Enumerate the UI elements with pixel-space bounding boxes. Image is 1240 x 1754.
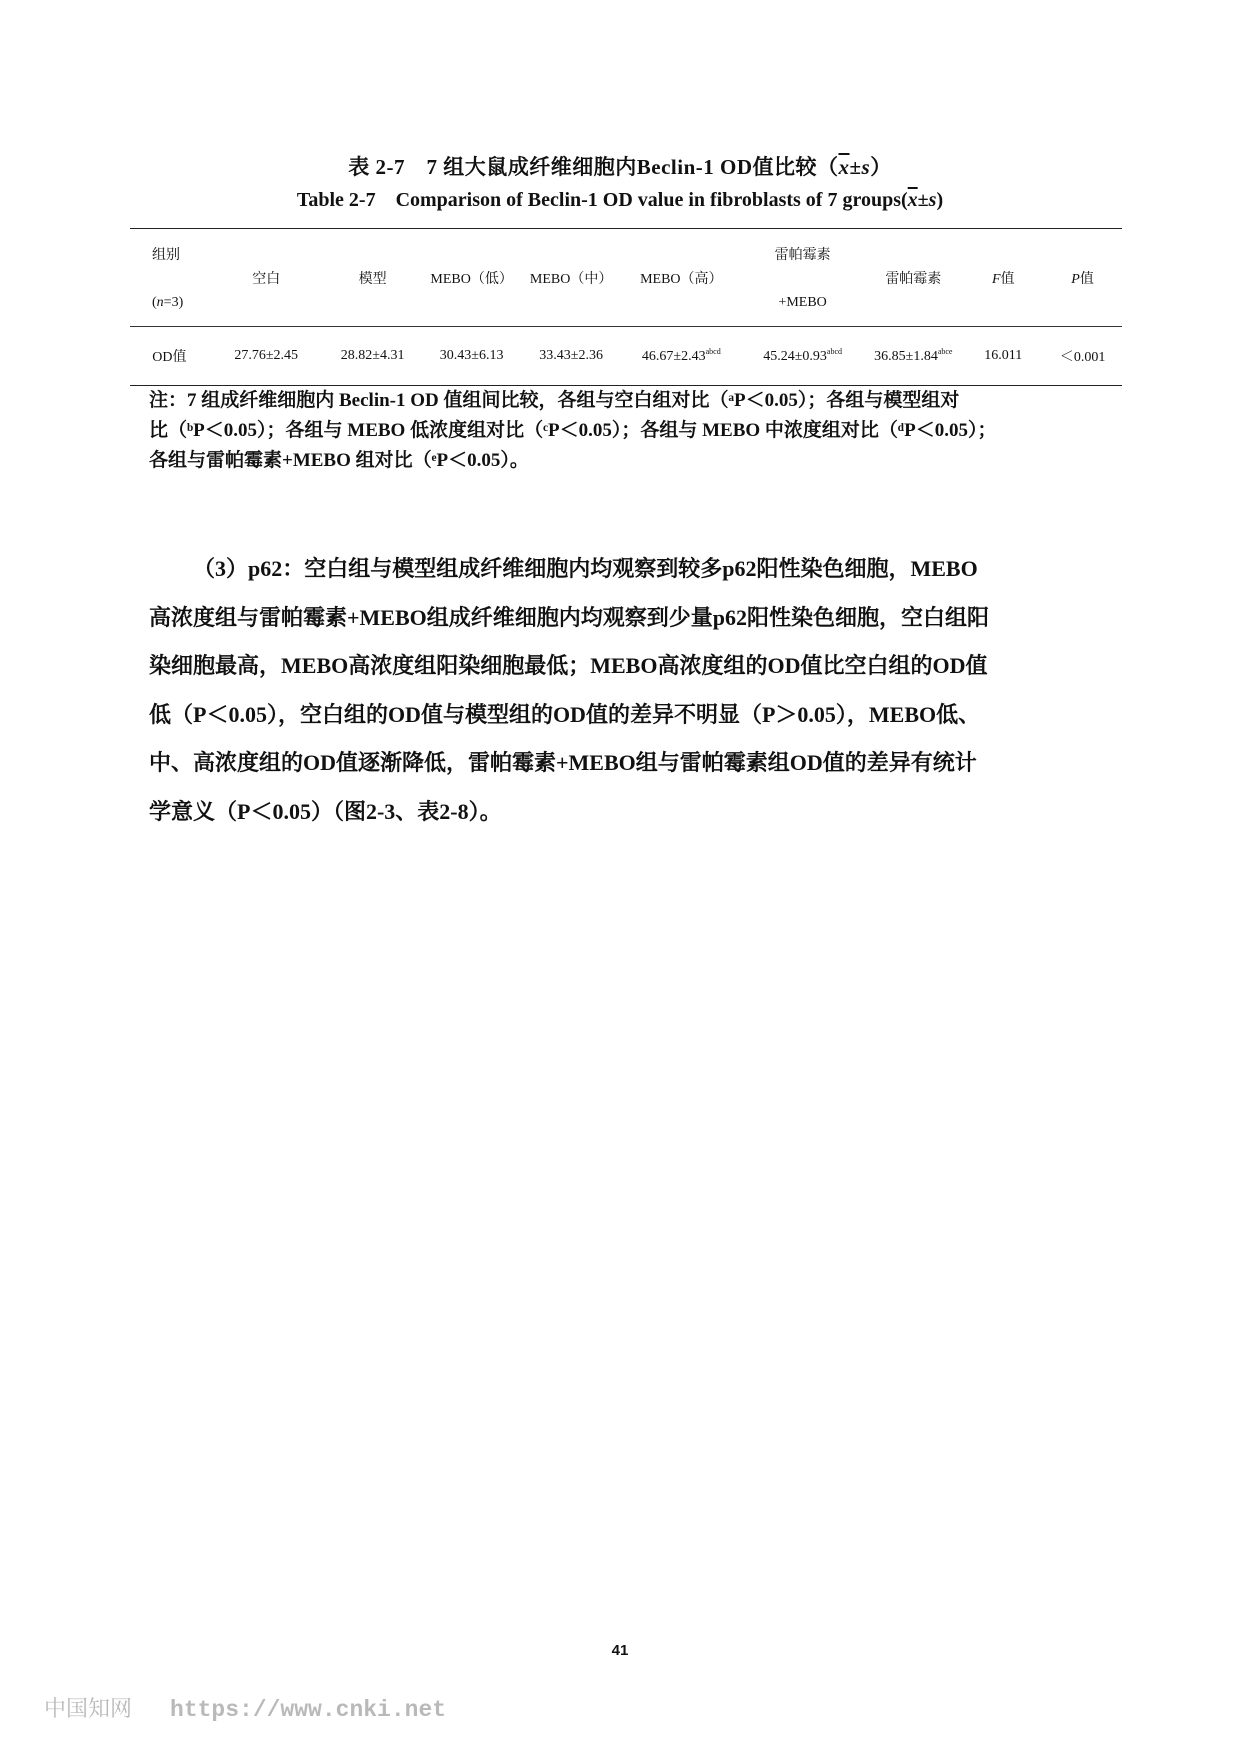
cell-p-value: ＜0.001 bbox=[1043, 327, 1122, 386]
watermark-brand: 中国知网 bbox=[44, 1697, 133, 1722]
header-model: 模型 bbox=[324, 229, 422, 327]
cell-blank: 27.76±2.45 bbox=[209, 327, 324, 386]
paragraph-line-6: 学意义（P＜0.05）（图2-3、表2-8）。 bbox=[149, 798, 502, 824]
cell-mebo-mid: 33.43±2.36 bbox=[522, 327, 621, 386]
table-note bbox=[149, 386, 1107, 476]
caption-cn-pm: ± bbox=[849, 155, 862, 179]
caption-en-xbar: $\overline{x}$ bbox=[907, 189, 918, 211]
cell-rapa-mebo-sup: abcd bbox=[826, 347, 843, 356]
table-row bbox=[130, 327, 1122, 386]
cell-mebo-high bbox=[621, 327, 742, 386]
header-n-open: ( bbox=[152, 295, 157, 310]
header-rapa-mebo bbox=[742, 229, 863, 327]
header-rapa-mebo-line1: 雷帕霉素 bbox=[774, 248, 831, 263]
caption-cn-text: 表 2-7 7 组大鼠成纤维细胞内Beclin-1 OD值比较（ bbox=[348, 155, 839, 179]
cell-f-value: 16.011 bbox=[963, 327, 1043, 386]
header-f-value bbox=[963, 229, 1043, 327]
header-p-suffix: 值 bbox=[1079, 271, 1094, 287]
caption-en-text: Table 2-7 Comparison of Beclin-1 OD value in fibroblasts of 7 groups( bbox=[296, 189, 908, 211]
cell-mebo-high-sup: abcd bbox=[705, 347, 721, 356]
table-caption-cn bbox=[0, 151, 1240, 181]
cell-model: 28.82±4.31 bbox=[324, 327, 422, 386]
od-comparison-table bbox=[130, 228, 1122, 386]
watermark-url: https://www.cnki.net bbox=[170, 1697, 447, 1723]
paragraph-line-3: 染细胞最高，MEBO高浓度组阳染细胞最低；MEBO高浓度组的OD值比空白组的OD值 bbox=[149, 653, 988, 678]
table-caption-en bbox=[0, 183, 1240, 212]
header-group-n bbox=[152, 295, 183, 311]
header-rapa: 雷帕霉素 bbox=[863, 229, 963, 327]
caption-en-s: s bbox=[928, 189, 937, 211]
note-line-2: 比（ᵇP＜0.05）；各组与 MEBO 低浓度组对比（ᶜP＜0.05）；各组与 MEBO 中浓度组对比（ᵈP＜0.05）； bbox=[149, 420, 997, 441]
cell-rapa-sup: abce bbox=[937, 347, 953, 356]
row-label: OD值 bbox=[130, 327, 209, 386]
cell-rapa-value: 36.85±1.84 bbox=[874, 349, 938, 364]
paragraph-line-5: 中、高浓度组的OD值逐渐降低，雷帕霉素+MEBO组与雷帕霉素组OD值的差异有统计 bbox=[149, 750, 977, 775]
header-mebo-high: MEBO（高） bbox=[621, 229, 742, 327]
caption-cn-xbar: $\overline{x}$ bbox=[838, 155, 850, 179]
caption-cn-suffix: ） bbox=[870, 155, 892, 179]
watermark bbox=[44, 1692, 446, 1723]
header-p-symbol: P bbox=[1071, 271, 1080, 287]
header-blank: 空白 bbox=[209, 229, 324, 327]
caption-en-pm: ± bbox=[917, 189, 929, 211]
note-line-1: 注：7 组成纤维细胞内 Beclin-1 OD 值组间比较，各组与空白组对比（ᵃP＜0.05）；各组与模型组对 bbox=[149, 390, 960, 411]
header-group-label: 组别 bbox=[152, 248, 180, 263]
header-p-value bbox=[1043, 229, 1122, 327]
paragraph-line-1: （3）p62：空白组与模型组成纤维细胞内均观察到较多p62阳性染色细胞，MEBO bbox=[193, 556, 978, 581]
page-number: 41 bbox=[611, 1642, 629, 1659]
paragraph-line-2: 高浓度组与雷帕霉素+MEBO组成纤维细胞内均观察到少量p62阳性染色细胞，空白组阳 bbox=[149, 604, 989, 630]
cell-rapa-mebo-value: 45.24±0.93 bbox=[763, 349, 827, 364]
header-mebo-low: MEBO（低） bbox=[422, 229, 522, 327]
table-header-row bbox=[130, 229, 1122, 327]
cell-rapa-mebo bbox=[742, 327, 863, 386]
note-line-3: 各组与雷帕霉素+MEBO 组对比（ᵉP＜0.05）。 bbox=[149, 450, 529, 471]
body-paragraph bbox=[149, 545, 1089, 836]
paragraph-line-4: 低（P＜0.05），空白组的OD值与模型组的OD值的差异不明显（P＞0.05），MEBO低、 bbox=[149, 701, 981, 727]
header-n-value: =3) bbox=[163, 295, 184, 310]
header-f-symbol: F bbox=[991, 271, 1001, 287]
cell-mebo-high-value: 46.67±2.43 bbox=[641, 349, 706, 364]
header-group bbox=[130, 229, 209, 327]
cell-mebo-low: 30.43±6.13 bbox=[422, 327, 522, 386]
header-mebo-mid: MEBO（中） bbox=[522, 229, 621, 327]
header-f-suffix: 值 bbox=[1000, 271, 1015, 287]
caption-cn-s: s bbox=[861, 155, 871, 179]
cell-rapa bbox=[863, 327, 963, 386]
header-n-symbol: n bbox=[156, 295, 164, 310]
header-rapa-mebo-line2: +MEBO bbox=[778, 295, 827, 310]
caption-en-suffix: ) bbox=[936, 189, 944, 211]
